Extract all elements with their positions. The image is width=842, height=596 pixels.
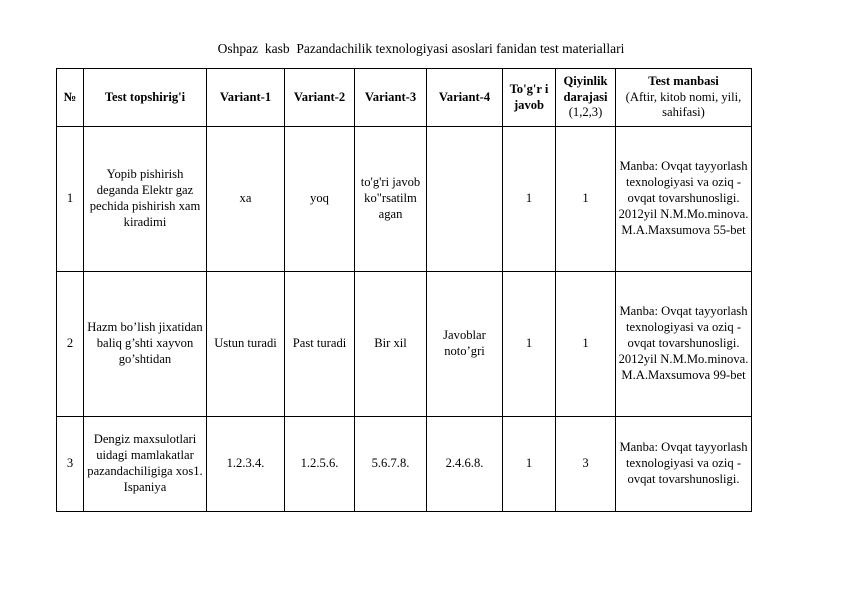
cell-task: Yopib pishirish deganda Elektr gaz pechida pishirish xam kiradimi <box>84 127 207 272</box>
cell-variant-4: 2.4.6.8. <box>427 417 503 512</box>
header-correct-answer: To'g'r i javob <box>503 69 556 127</box>
header-source-sub: (Aftir, kitob nomi, yili, sahifasi) <box>625 89 742 120</box>
header-source <box>616 69 752 127</box>
cell-source: Manba: Ovqat tayyorlash texnologiyasi va oziq -ovqat tovarshunosligi. <box>616 417 752 512</box>
table-header-row <box>57 69 752 127</box>
cell-correct-answer: 1 <box>503 417 556 512</box>
header-source-label: Test manbasi <box>648 73 719 88</box>
cell-variant-2: Past turadi <box>285 272 355 417</box>
cell-num: 1 <box>57 127 84 272</box>
cell-task: Dengiz maxsulotlari uidagi mamlakatlar pazandachiligiga xos1. Ispaniya <box>84 417 207 512</box>
cell-variant-1: xa <box>207 127 285 272</box>
header-difficulty-sub: (1,2,3) <box>568 105 603 120</box>
cell-task: Hazm bo’lish jixatidan baliq g’shti xayvon go’shtidan <box>84 272 207 417</box>
table-row <box>57 127 752 272</box>
header-variant-3: Variant-3 <box>355 69 427 127</box>
cell-variant-2: yoq <box>285 127 355 272</box>
document-title: Oshpaz kasb Pazandachilik texnologiyasi asoslari fanidan test materiallari <box>217 41 625 56</box>
cell-variant-4 <box>427 127 503 272</box>
cell-num: 3 <box>57 417 84 512</box>
header-variant-1: Variant-1 <box>207 69 285 127</box>
cell-difficulty: 1 <box>556 127 616 272</box>
table-row <box>57 417 752 512</box>
cell-num: 2 <box>57 272 84 417</box>
header-task: Test topshirig'i <box>84 69 207 127</box>
cell-variant-4: Javoblar noto’gri <box>427 272 503 417</box>
cell-difficulty: 1 <box>556 272 616 417</box>
cell-variant-1: 1.2.3.4. <box>207 417 285 512</box>
header-num: № <box>57 69 84 127</box>
header-difficulty-label: Qiyinlik darajasi <box>563 73 608 104</box>
cell-source: Manba: Ovqat tayyorlash texnologiyasi va oziq -ovqat tovarshunosligi. 2012yil N.M.Mo.minova. M.A.Maxsumova 99-bet <box>616 272 752 417</box>
cell-difficulty: 3 <box>556 417 616 512</box>
cell-variant-2: 1.2.5.6. <box>285 417 355 512</box>
header-difficulty <box>556 69 616 127</box>
header-variant-4: Variant-4 <box>427 69 503 127</box>
cell-variant-3: to'g'ri javob ko"rsatilm agan <box>355 127 427 272</box>
cell-variant-3: 5.6.7.8. <box>355 417 427 512</box>
cell-variant-1: Ustun turadi <box>207 272 285 417</box>
cell-source: Manba: Ovqat tayyorlash texnologiyasi va oziq -ovqat tovarshunosligi. 2012yil N.M.Mo.minova. M.A.Maxsumova 55-bet <box>616 127 752 272</box>
test-materials-table <box>56 68 752 512</box>
cell-variant-3: Bir xil <box>355 272 427 417</box>
cell-correct-answer: 1 <box>503 127 556 272</box>
table-row <box>57 272 752 417</box>
cell-correct-answer: 1 <box>503 272 556 417</box>
header-variant-2: Variant-2 <box>285 69 355 127</box>
